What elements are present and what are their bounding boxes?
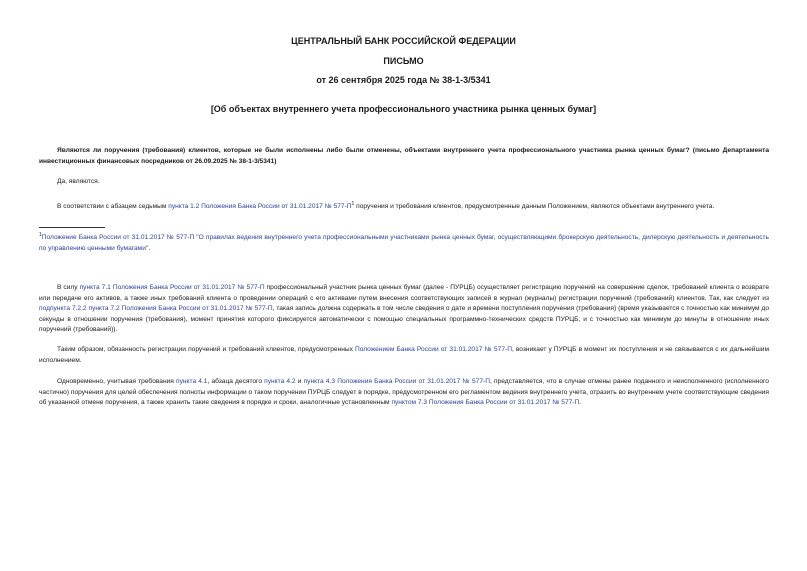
p2-text-a: В силу — [57, 284, 80, 291]
p2-text-b: профессиональный участник рынка ценных бумаг (далее - ПУРЦБ) осуществляет регистрацию поручений на совершение сделок, требований клиента о возврате или передаче его активов, а также иных требований клиента о проведении операций с его активами путем внесения соответствующих записей в журнал (журналы) регистрации поручений (требований) клиентов. Так, как следует из — [39, 284, 769, 302]
link-punkt-7-3[interactable]: пунктом 7.3 Положения Банка России от 31.01.2017 № 577-П — [391, 399, 580, 407]
answer-short: Да, являются. — [57, 178, 100, 185]
link-punkt-7-1[interactable]: пункта 7.1 Положения Банка России от 31.01.2017 № 577-П — [79, 284, 265, 291]
issuer-heading: ЦЕНТРАЛЬНЫЙ БАНК РОССИЙСКОЙ ФЕДЕРАЦИИ — [291, 36, 516, 46]
link-podpunkt-7-2-2[interactable]: подпункта 7.2.2 пункта 7.2 Положения Банка России от 31.01.2017 № 577-П — [39, 305, 273, 313]
p1-text-b: поручения и требования клиентов, предусмотренные данным Положением, являются объектами внутреннего учета. — [354, 203, 715, 211]
question-text: Являются ли поручения (требования) клиентов, которые не были исполнены либо были отменены, объектами внутреннего учета профессионального участника рынка ценных бумаг? — [57, 147, 690, 154]
footnote-link[interactable]: Положение Банка России от 31.01.2017 № 577-П "О правилах ведения внутреннего учета профессиональными участниками рынка ценных бумаг, осуществляющими брокерскую деятельность, дилерскую деятельность и деятельность по управлению ценными бумагами" — [39, 234, 769, 252]
paragraph-4 — [39, 377, 769, 409]
question-source: (письмо Департамента инвестиционных финансовых посредников от 26.09.2025 № 38-1-3/5341) — [39, 147, 770, 165]
footnote — [39, 230, 769, 254]
link-punkt-4-1[interactable]: пункта 4.1 — [176, 378, 208, 385]
footnote-ref[interactable]: 1 — [351, 201, 355, 207]
footnote-end: . — [148, 244, 151, 252]
paragraph-2 — [39, 283, 769, 336]
footnote-mark: 1 — [39, 232, 42, 238]
document-date-number: от 26 сентября 2025 года № 38-1-3/5341 — [316, 75, 491, 85]
document-type: ПИСЬМО — [383, 56, 424, 66]
link-punkt-4-2[interactable]: пункта 4.2 — [264, 378, 296, 385]
p4-text-a: Одновременно, учитывая требования — [57, 378, 177, 385]
p3-text-b: , возникает у ПУРЦБ в момент их поступления и не связывается с их дальнейшим исполнением. — [39, 346, 769, 364]
question-block — [39, 146, 769, 167]
link-punkt-4-3[interactable]: пункта 4.3 Положения Банка России от 31.01.2017 № 577-П — [303, 378, 490, 385]
p3-text-a: Таким образом, обязанность регистрации поручений и требований клиентов, предусмотренных — [57, 346, 355, 353]
p4-text-b: , абзаца десятого — [207, 378, 265, 385]
p4-text-d: , представляется, что в случае отмены ранее поданного и неисполненного (исполненного частично) поручения для целей обеспечения полноты информации о таком поручении ПУРЦБ следует в порядке, предусмотренном его регламентом ведения внутреннего учета, отразить во внутреннем учете соответствующие сведения об указанной отмене поручения, а также хранить такие сведения в порядке и сроки, аналогичные установленным — [39, 378, 769, 407]
paragraph-1 — [39, 199, 769, 213]
p1-text-a: В соответствии с абзацем седьмым — [57, 203, 169, 211]
p4-text-e: . — [579, 399, 582, 407]
link-pункт-1-2[interactable]: пункта 1.2 Положения Банка России от 31.01.2017 № 577-П — [168, 203, 352, 211]
link-polozhenie-577p[interactable]: Положением Банка России от 31.01.2017 № 577-П — [355, 346, 512, 353]
footnote-divider — [39, 227, 105, 228]
document-subject: [Об объектах внутреннего учета профессионального участника рынка ценных бумаг] — [210, 104, 597, 114]
p4-text-c: и — [295, 378, 304, 385]
p2-text-c: , такая запись должна содержать в том числе сведения о дате и времени поступления поручения (требования) (время указывается с точностью как минимум до секунды в отношении поручения (требования), момент принятия которого фиксируется автоматически с помощью специальных программно-технических средств ПУРЦБ, и с точностью как минимум до минуты в отношении иных поручений (требований)). — [39, 305, 770, 334]
paragraph-3 — [39, 345, 769, 366]
